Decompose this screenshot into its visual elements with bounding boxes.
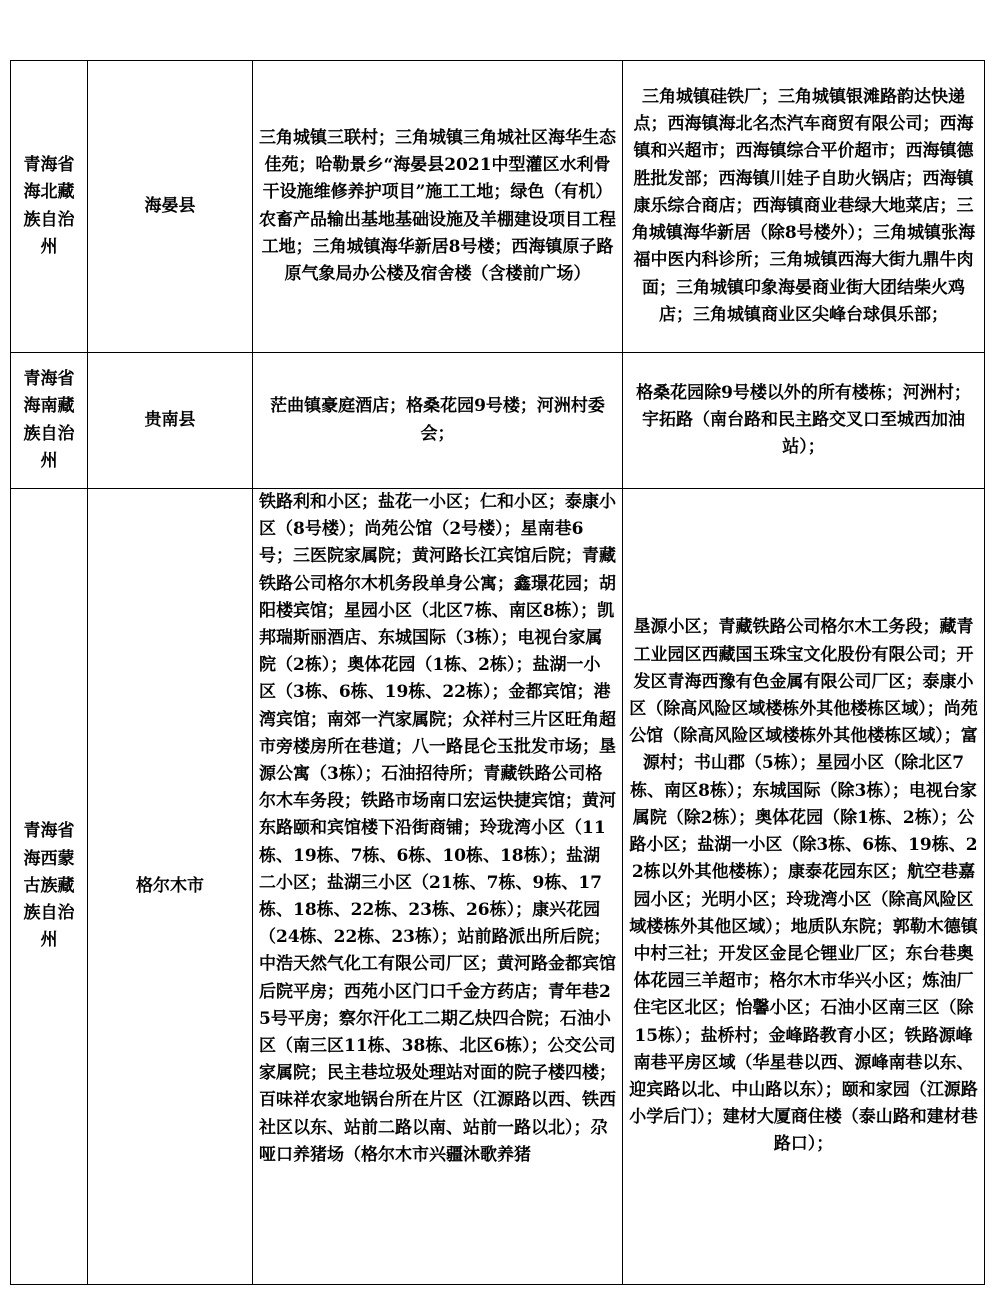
table-row xyxy=(11,61,985,353)
prefecture-cell: 青海省海南藏族自治州 xyxy=(11,353,88,489)
low-risk-cell: 垦源小区；青藏铁路公司格尔木工务段；藏青工业园区西藏国玉珠宝文化股份有限公司；开发区青海西豫有色金属有限公司厂区；泰康小区（除高风险区域楼栋外其他楼栋区域）；尚苑公馆（除高风险区域楼栋外其他楼栋区域）；富源村；书山郡（5栋）；星园小区（除北区7栋、南区8栋）；东城国际（除3栋）；电视台家属院（除2栋）；奥体花园（除1栋、2栋）；公路小区；盐湖一小区（除3栋、6栋、19栋、22栋以外其他楼栋）；康泰花园东区；航空巷嘉园小区；光明小区；玲珑湾小区（除高风险区域楼栋外其他区域）；地质队东院；郭勒木德镇中村三社；开发区金昆仑锂业厂区；东台巷奥体花园三羊超市；格尔木市华兴小区；炼油厂住宅区北区；怡馨小区；石油小区南三区（除15栋）；盐桥村；金峰路教育小区；铁路源峰南巷平房区域（华星巷以西、源峰南巷以东、迎宾路以北、中山路以东）；颐和家园（江源路小学后门）；建材大厦商住楼（泰山路和建材巷路口）； xyxy=(623,489,985,1285)
county-cell: 格尔木市 xyxy=(88,489,253,1285)
low-risk-cell: 三角城镇硅铁厂；三角城镇银滩路韵达快递点；西海镇海北名杰汽车商贸有限公司；西海镇和兴超市；西海镇综合平价超市；西海镇德胜批发部；西海镇川娃子自助火锅店；西海镇康乐综合商店；西海镇商业巷绿大地菜店；三角城镇海华新居（除8号楼外）；三角城镇张海福中医内科诊所；三角城镇西海大街九鼎牛肉面；三角城镇印象海晏商业街大团结柴火鸡店；三角城镇商业区尖峰台球俱乐部； xyxy=(623,61,985,353)
table-row xyxy=(11,489,985,1285)
prefecture-cell: 青海省海西蒙古族藏族自治州 xyxy=(11,489,88,1285)
high-risk-cell xyxy=(253,489,623,1285)
low-risk-cell: 格桑花园除9号楼以外的所有楼栋；河洲村；宇拓路（南台路和民主路交叉口至城西加油站）； xyxy=(623,353,985,489)
risk-area-table xyxy=(10,60,985,1285)
high-risk-cell: 三角城镇三联村；三角城镇三角城社区海华生态佳苑；哈勒景乡“海晏县2021中型灌区水利骨干设施维修养护项目”施工工地；绿色（有机）农畜产品输出基地基础设施及羊棚建设项目工程工地；三角城镇海华新居8号楼；西海镇原子路原气象局办公楼及宿舍楼（含楼前广场） xyxy=(253,61,623,353)
prefecture-cell: 青海省海北藏族自治州 xyxy=(11,61,88,353)
county-cell: 贵南县 xyxy=(88,353,253,489)
high-risk-cell: 茫曲镇豪庭酒店；格桑花园9号楼；河洲村委会； xyxy=(253,353,623,489)
high-risk-text: 铁路利和小区；盐花一小区；仁和小区；泰康小区（8号楼）；尚苑公馆（2号楼）；星南巷6号；三医院家属院；黄河路长江宾馆后院；青藏铁路公司格尔木机务段单身公寓；鑫璟花园；胡阳楼宾馆；星园小区（北区7栋、南区8栋）；凯邦瑞斯丽酒店、东城国际（3栋）；电视台家属院（2栋）；奥体花园（1栋、2栋）；盐湖一小区（3栋、6栋、19栋、22栋）；金都宾馆；港湾宾馆；南郊一汽家属院；众祥村三片区旺角超市旁楼房所在巷道；八一路昆仑玉批发市场；垦源公寓（3栋）；石油招待所；青藏铁路公司格尔木车务段；铁路市场南口宏运快捷宾馆；黄河东路颐和宾馆楼下沿街商铺；玲珑湾小区（11栋、19栋、7栋、6栋、10栋、18栋）；盐湖二小区；盐湖三小区（21栋、7栋、9栋、17栋、18栋、22栋、23栋、26栋）；康兴花园（24栋、22栋、23栋）；站前路派出所后院；中浩天然气化工有限公司厂区；黄河路金都宾馆后院平房；西苑小区门口千金方药店；青年巷25号平房；察尔汗化工二期乙炔四合院；石油小区（南三区11栋、38栋、北区6栋）；公交公司家属院；民主巷垃圾处理站对面的院子楼四楼；百味祥农家地锅台所在片区（江源路以西、铁西社区以东、站前二路以南、站前一路以北）；尕哑口养猪场（格尔木市兴疆沐歌养猪 xyxy=(259,492,616,1165)
table-row xyxy=(11,353,985,489)
county-cell: 海晏县 xyxy=(88,61,253,353)
